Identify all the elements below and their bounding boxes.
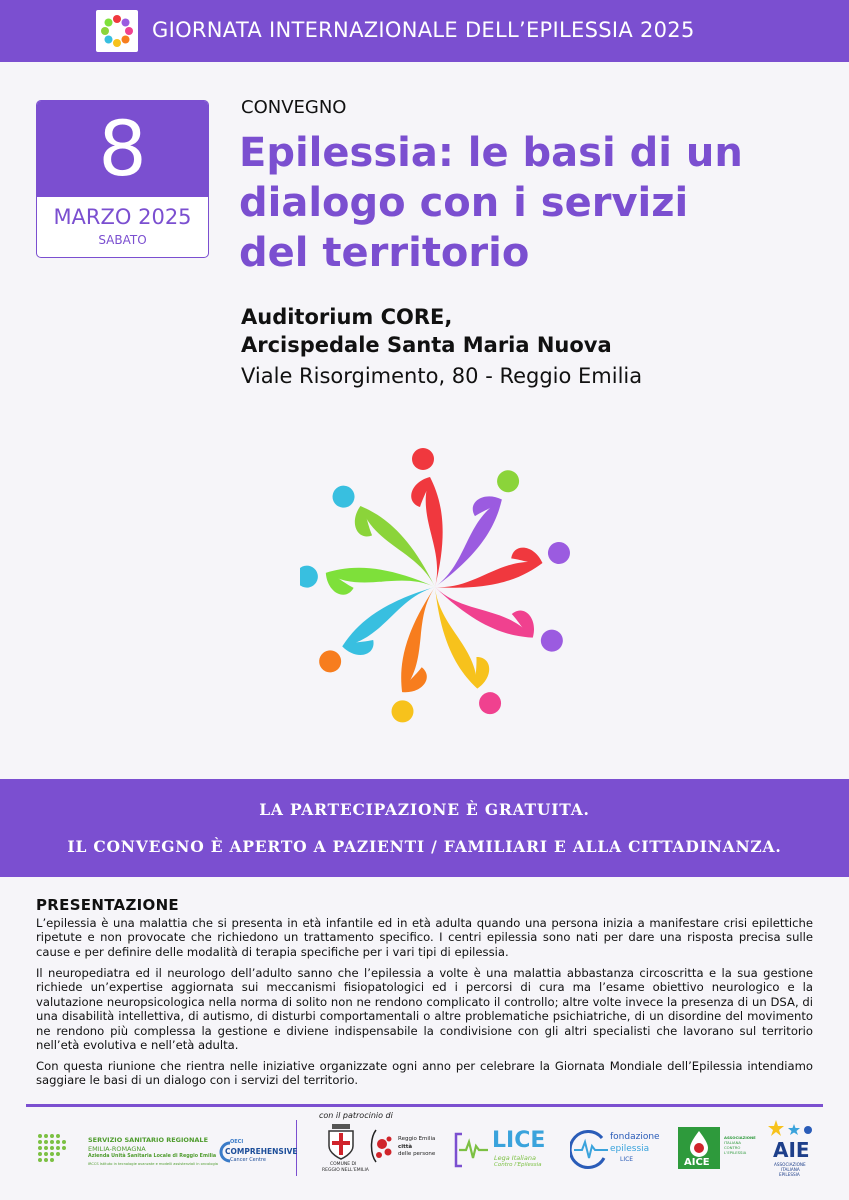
lice-logo <box>454 1130 550 1170</box>
header-title: GIORNATA INTERNAZIONALE DELL’EPILESSIA 2025 <box>152 18 695 42</box>
aice-line-1: ASSOCIAZIONE <box>724 1135 756 1140</box>
ssr-line-4: IRCCS Istituto in tecnologie avanzate e modelli assistenziali in oncologia <box>88 1162 218 1166</box>
lice-line-1: Lega Italiana <box>494 1154 536 1162</box>
date-box <box>36 100 209 258</box>
banner-free-entry: LA PARTECIPAZIONE È GRATUITA. <box>259 800 590 819</box>
fondazione-line-1: fondazione <box>610 1132 660 1142</box>
aie-line-3: EPILESSIA <box>779 1172 800 1177</box>
aie-line-2: ITALIANA <box>781 1167 800 1172</box>
venue-address: Viale Risorgimento, 80 - Reggio Emilia <box>241 364 643 388</box>
date-weekday: SABATO <box>98 233 147 247</box>
reggio-citta-line-3: delle persone <box>398 1151 436 1157</box>
aice-logo <box>678 1127 758 1173</box>
reggio-emblem-icon <box>366 1128 396 1164</box>
reggio-citta-persone-logo <box>366 1128 436 1168</box>
event-title-line-1: Epilessia: le basi di un <box>239 130 743 176</box>
aice-emblem-icon <box>678 1127 720 1169</box>
event-title-line-3: del territorio <box>239 230 530 276</box>
presentation-paragraph-3: Con questa riunione che rientra nelle iniziative organizzate ogni anno per celebrare la Giornata Mondiale dell’Epilessia intendiamo saggiare le basi di un dialogo con i servizi del territorio. <box>36 1059 813 1088</box>
presentation-paragraph-2: Il neuropediatra ed il neurologo dell’adulto sanno che l’epilessia a volte è una malattia abbastanza circoscritta e la sua gestione richiede un’expertise aggiornata sui meccanismi fisiopatologici ed i percorsi di cura ma l’esame obiettivo neurologico e la valutazione neuropsicologica nella norma di solito non ne rendono complicato il controllo; altre volte invece la presenza di un DSA, di una disabilità intellettiva, di autismo, di disturbi comportamentali o altre problematiche psichiatriche, di un disordine del movimento ne rendono più complessa la gestione e diviene indispensabile la condivisione con gli altri specialisti che lavorano sul territorio nell’età evolutiva e nell’età adulta. <box>36 966 813 1053</box>
ssr-line-1: SERVIZIO SANITARIO REGIONALE <box>88 1136 209 1144</box>
comune-line-1: COMUNE DI <box>330 1162 357 1167</box>
event-type: CONVEGNO <box>241 97 347 118</box>
presentation-paragraph-1: L’epilessia è una malattia che si presenta in età infantile ed in età adulta quando una persona inizia a manifestare crisi epilettiche ripetute e non provocate che richiedono un trattamento specifico. I centri epilessia sono nati per dare una risposta precisa sulle cause e per definire delle modalità di terapia specifiche per i vari tipi di epilessia. <box>36 916 813 959</box>
aie-main: AIE <box>773 1138 810 1162</box>
aice-line-2: ITALIANA <box>724 1140 742 1145</box>
fondazione-circle-icon <box>570 1130 610 1170</box>
date-day: 8 <box>37 101 208 197</box>
ssr-line-2: EMILIA-ROMAGNA <box>88 1145 146 1153</box>
event-title-line-2: dialogo con i servizi <box>239 180 689 226</box>
patronage-label: con il patrocinio di <box>319 1111 393 1120</box>
venue-hospital: Arcispedale Santa Maria Nuova <box>241 333 612 357</box>
presentation-heading: PRESENTAZIONE <box>36 896 179 914</box>
venue-name: Auditorium CORE, <box>241 305 453 329</box>
reggio-citta-line-1: Reggio Emilia <box>398 1136 436 1142</box>
comune-crest-icon <box>326 1124 356 1160</box>
banner-open-to-public: IL CONVEGNO È APERTO A PAZIENTI / FAMILIARI E ALLA CITTADINANZA. <box>67 837 782 856</box>
event-title <box>239 128 819 278</box>
aice-line-4: L’EPILESSIA <box>724 1150 747 1155</box>
participation-banner <box>0 779 849 877</box>
cancer-centre-sub: Cancer Centre <box>230 1157 266 1163</box>
aice-drop-icon <box>678 1127 720 1157</box>
header-bar <box>0 0 849 62</box>
ssr-emilia-romagna-logo <box>36 1130 216 1174</box>
comune-reggio-logo <box>322 1124 369 1176</box>
date-month-year: MARZO 2025 <box>53 205 192 229</box>
flower-illustration-icon <box>300 445 570 730</box>
flower-logo-icon <box>96 10 138 52</box>
lice-line-2: Contro l’Epilessia <box>494 1162 542 1168</box>
footer-divider <box>26 1104 823 1107</box>
reggio-citta-line-2: città <box>398 1144 413 1150</box>
cancer-centre-top: OECI <box>230 1139 244 1145</box>
fondazione-line-3: LICE <box>620 1156 634 1163</box>
ssr-dots-icon <box>36 1132 72 1168</box>
comune-line-2: REGGIO NELL’EMILIA <box>322 1168 369 1173</box>
aice-line-3: CONTRO <box>724 1145 741 1150</box>
aice-main: AICE <box>684 1157 710 1168</box>
comprehensive-cancer-centre-logo <box>218 1138 298 1166</box>
aie-line-1: ASSOCIAZIONE <box>774 1162 806 1167</box>
lice-wave-icon <box>454 1132 490 1168</box>
ssr-line-3: Azienda Unità Sanitaria Locale di Reggio Emilia <box>88 1154 217 1159</box>
cancer-centre-main: COMPREHENSIVE <box>225 1147 298 1156</box>
aie-logo <box>768 1118 820 1188</box>
fondazione-line-2: epilessia <box>610 1144 650 1154</box>
fondazione-epilessia-lice-logo <box>570 1130 662 1170</box>
lice-main: LICE <box>492 1128 546 1153</box>
